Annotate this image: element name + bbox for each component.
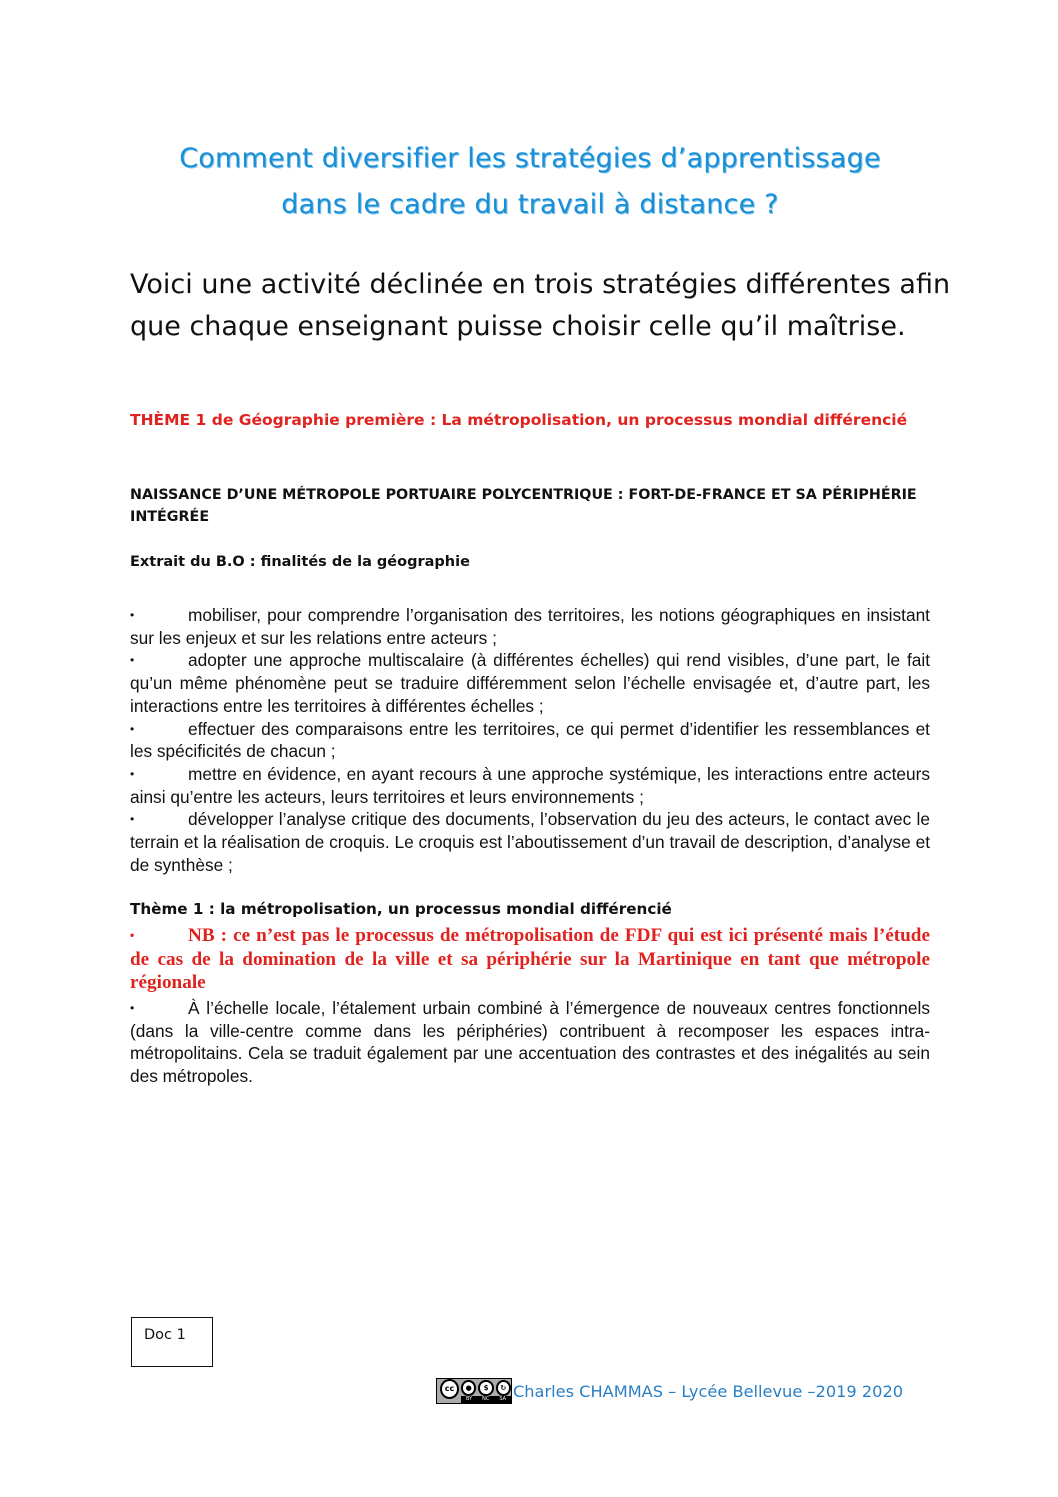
- list-item-text: À l’échelle locale, l’étalement urbain combiné à l’émergence de nouveaux centres fonctionnels (dans la ville-centre comme dans les périphéries) contribuent à recomposer les espaces intra- métropolitains. Cela se traduit également par une accentuation des contrastes et des inégalités au sein des métropoles.: [130, 998, 930, 1087]
- theme1-heading: Thème 1 : la métropolisation, un processus mondial différencié: [130, 900, 672, 918]
- cc-icon-row: [437, 1379, 511, 1397]
- nb-note: [130, 924, 930, 995]
- bullet-icon: •: [130, 653, 135, 668]
- list-item: [130, 718, 930, 763]
- cc-sa-label: SA: [499, 1396, 507, 1402]
- list-item-text: développer l’analyse critique des documents, l’observation du jeu des acteurs, le contact avec le terrain et la réalisation de croquis. Le croquis est l’aboutissement d’un travail de description, d’analyse et de synthèse ;: [130, 809, 930, 875]
- list-item-text: mobiliser, pour comprendre l’organisation des territoires, les notions géographiques en insistant sur les enjeux et sur les relations entre acteurs ;: [130, 605, 930, 648]
- theme1-bullet-list: [130, 997, 930, 1088]
- nb-note-text: NB : ce n’est pas le processus de métropolisation de FDF qui est ici présenté mais l’étude de cas de la domination de la ville et sa périphérie sur la Martinique en tant que métropole régionale: [130, 925, 930, 993]
- section-heading-line-2: INTÉGRÉE: [130, 509, 210, 525]
- intro-line-1: Voici une activité déclinée en trois stratégies différentes afin: [130, 269, 951, 300]
- page-footer: [436, 1377, 903, 1405]
- bo-bullet-list: [130, 604, 930, 876]
- list-item: [130, 649, 930, 717]
- nc-icon: $: [478, 1380, 493, 1396]
- bullet-icon: •: [130, 928, 135, 942]
- doc-label: Doc 1: [144, 1327, 186, 1343]
- bullet-icon: •: [130, 766, 135, 781]
- bullet-icon: •: [130, 812, 135, 827]
- theme-heading: THÈME 1 de Géographie première : La métropolisation, un processus mondial différencié: [130, 411, 908, 429]
- extrait-heading: Extrait du B.O : finalités de la géographie: [130, 554, 470, 570]
- list-item-text: mettre en évidence, en ayant recours à une approche systémique, les interactions entre acteurs ainsi qu’entre les acteurs, leurs territoires et leurs environnements ;: [130, 763, 930, 807]
- title-line-1: Comment diversifier les stratégies d’apprentissage: [179, 143, 881, 174]
- list-item: [130, 808, 930, 876]
- list-item-text: effectuer des comparaisons entre les territoires, ce qui permet d’identifier les ressemblances et les spécificités de chacun ;: [130, 718, 930, 762]
- list-item-text: adopter une approche multiscalaire (à différentes échelles) qui rend visibles, d’une part, le fait qu’un même phénomène peut se traduire différemment selon l’échelle envisagée et, d’autre part, les interactions entre les territoires à différentes échelles ;: [130, 650, 930, 716]
- by-icon: ●: [461, 1380, 476, 1396]
- list-item: [130, 763, 930, 808]
- cc-by-label: BY: [465, 1396, 473, 1402]
- cc-terms-strip: [461, 1396, 511, 1403]
- list-item: [130, 604, 930, 649]
- sa-icon: ↻: [496, 1380, 511, 1396]
- bullet-icon: •: [130, 608, 135, 622]
- doc-label-box: [131, 1317, 213, 1367]
- page-title: [130, 136, 930, 228]
- cc-icon: cc: [440, 1379, 459, 1399]
- section-heading: [130, 484, 950, 528]
- cc-nc-label: NC: [482, 1396, 490, 1402]
- list-item: [130, 997, 930, 1088]
- creative-commons-license-icon[interactable]: [436, 1378, 512, 1404]
- bullet-icon: •: [130, 1001, 135, 1015]
- intro-paragraph: [130, 264, 950, 348]
- footer-author: Charles CHAMMAS – Lycée Bellevue –2019 2020: [513, 1381, 904, 1401]
- title-line-2: dans le cadre du travail à distance ?: [281, 189, 779, 220]
- section-heading-line-1: NAISSANCE D’UNE MÉTROPOLE PORTUAIRE POLYCENTRIQUE : FORT-DE-FRANCE ET SA PÉRIPHÉRIE: [130, 487, 917, 503]
- intro-line-2: que chaque enseignant puisse choisir celle qu’il maîtrise.: [130, 311, 906, 342]
- bullet-icon: •: [130, 721, 135, 736]
